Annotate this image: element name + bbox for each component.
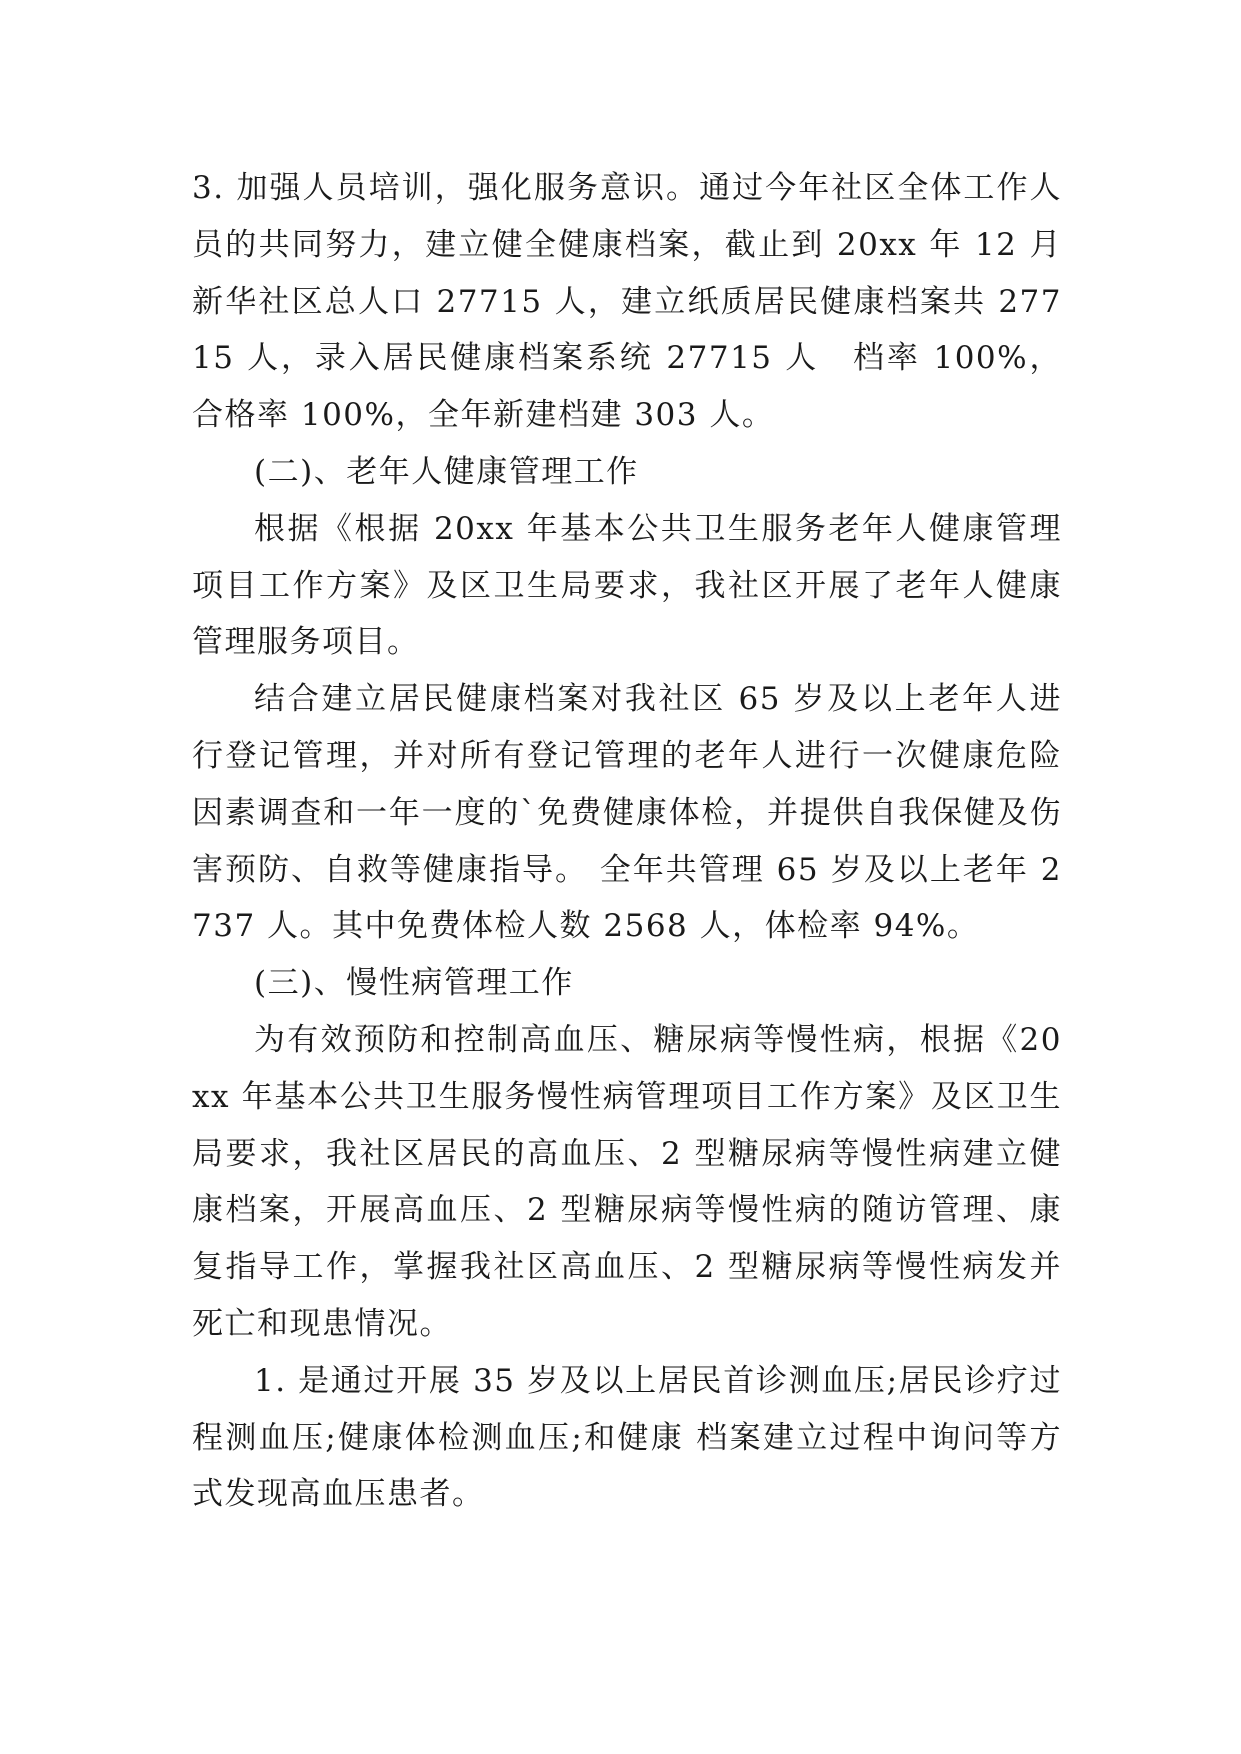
paragraph-elderly-management: 结合建立居民健康档案对我社区 65 岁及以上老年人进行登记管理，并对所有登记管理的老年人进行一次健康危险因素调查和一年一度的`免费健康体检，并提供自我保健及伤害预防、自救等健康指导。 全年共管理 65 岁及以上老年 2737 人。其中免费体检人数 2568 人，体检率 94%。 — [192, 681, 1062, 945]
document-body — [192, 160, 1062, 1523]
paragraph-hypertension-screening: 1. 是通过开展 35 岁及以上居民首诊测血压;居民诊疗过程测血压;健康体检测血压;和健康 档案建立过程中询问等方式发现高血压患者。 — [192, 1362, 1062, 1513]
paragraph-elderly-basis: 根据《根据 20xx 年基本公共卫生服务老年人健康管理项目工作方案》及区卫生局要求，我社区开展了老年人健康管理服务项目。 — [192, 510, 1062, 661]
section-heading-chronic: (三)、慢性病管理工作 — [254, 965, 574, 1002]
paragraph-training: 3. 加强人员培训，强化服务意识。通过今年社区全体工作人员的共同努力，建立健全健康档案，截止到 20xx 年 12 月新华社区总人口 27715 人，建立纸质居民健康档案共 27715 人，录入居民健康档案系统 27715 人 档率 100%，合格率 100%，全年新建档建 303 人。 — [192, 170, 1062, 434]
paragraph-chronic-basis: 为有效预防和控制高血压、糖尿病等慢性病，根据《20xx 年基本公共卫生服务慢性病管理项目工作方案》及区卫生局要求，我社区居民的高血压、2 型糖尿病等慢性病建立健康档案，开展高血压、2 型糖尿病等慢性病的随访管理、康复指导工作，掌握我社区高血压、2 型糖尿病等慢性病发并死亡和现患情况。 — [192, 1021, 1062, 1342]
section-heading-elderly: (二)、老年人健康管理工作 — [254, 453, 639, 490]
